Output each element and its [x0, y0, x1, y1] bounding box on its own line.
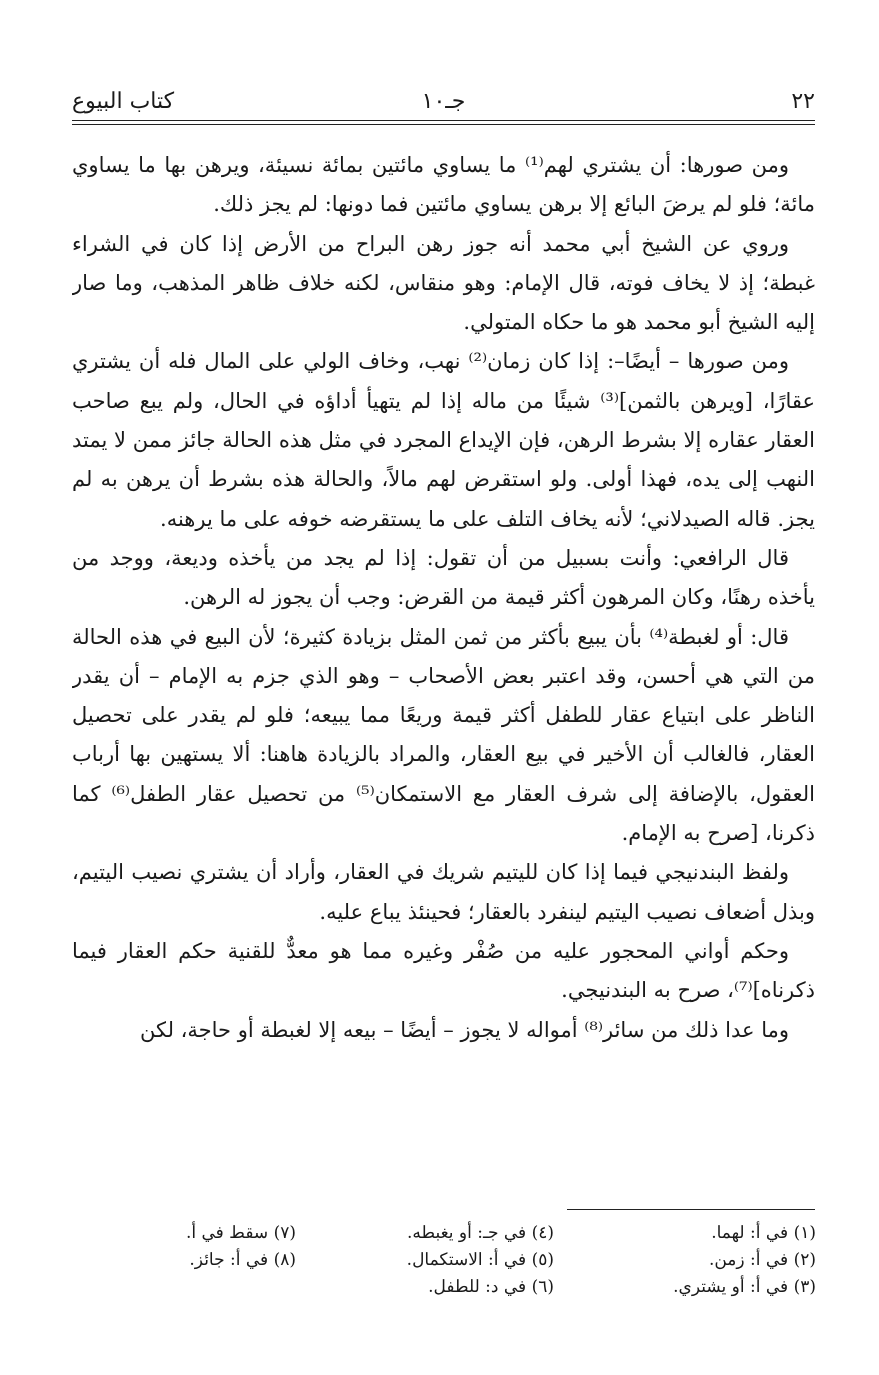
footnote [324, 1220, 554, 1247]
footnote-text: في أ: زمن. [708, 1250, 789, 1270]
header-rule [72, 120, 815, 121]
footnote [586, 1220, 816, 1247]
footnote-text: في أ: جائز. [189, 1250, 269, 1270]
footnote-number: (١) [793, 1223, 816, 1243]
footnote-text: في د: للطفل. [428, 1277, 527, 1297]
paragraph: وروي عن الشيخ أبي محمد أنه جوز رهن البراح من الأرض إذا كان في الشراء غبطة؛ إذ لا يخاف فوته، قال الإمام: وهو منقاس، لكنه خلاف ظاهر المذهب، وما صار إليه الشيخ أبو محمد هو ما حكاه المتولي. [72, 231, 815, 335]
paragraph: قال الرافعي: وأنت بسبيل من أن تقول: إذا لم يجد من يأخذه وديعة، ووجد من يأخذه رهنًا، وكان المرهون أكثر قيمة من القرض: وجب أن يجوز له الرهن. [72, 545, 815, 610]
footnote-text: في أ: الاستكمال. [406, 1250, 527, 1270]
paragraph: وحكم أواني المحجور عليه من صُفْر وغيره مما هو معدٌّ للقنية حكم العقار فيما ذكرناه]⁽⁷⁾، صرح به البندنيجي. [72, 938, 815, 1003]
footnote-number: (٧) [273, 1223, 296, 1243]
footnote [324, 1247, 554, 1274]
paragraph: ولفظ البندنيجي فيما إذا كان لليتيم شريك في العقار، وأراد أن يشتري نصيب اليتيم، وبذل أضعاف نصيب اليتيم لينفرد بالعقار؛ فحينئذ يباع عليه. [72, 860, 815, 924]
paragraph: وما عدا ذلك من سائر⁽⁸⁾ أمواله لا يجوز – أيضًا – بيعه إلا لغبطة أو حاجة، لكن [139, 1017, 789, 1042]
paragraph: ومن صورها – أيضًا–: إذا كان زمان⁽²⁾ نهب، وخاف الولي على المال فله أن يشتري عقارًا، [ويرهن بالثمن]⁽³⁾ شيئًا من ماله إذا لم يتهيأ أداؤه في الحال، ولم يبع صاحب العقار عقاره إلا بشرط الرهن، فإن الإيداع المجرد في مثل هذه الحالة جائز ممن لا يمتد النهب إلى يده، فهذا أولى. ولو استقرض لهم مالاً، والحالة هذه بشرط أن يرهن به لم يجز. قاله الصيدلاني؛ لأنه يخاف التلف على ما يستقرضه خوفه على ما يرهنه. [72, 349, 815, 531]
running-header [72, 82, 815, 122]
footnote-text: في أ: لهما. [711, 1223, 789, 1243]
paragraph: ومن صورها: أن يشتري لهم⁽¹⁾ ما يساوي مائتين بمائة نسيئة، ويرهن بها ما يساوي مائة؛ فلو لم يرضَ البائع إلا برهن يساوي مائتين فما دونها: لم يجز ذلك. [72, 153, 815, 217]
paragraph: قال: أو لغبطة⁽⁴⁾ بأن يبيع بأكثر من ثمن المثل بزيادة كثيرة؛ لأن البيع في هذه الحالة من التي هي أحسن، وقد اعتبر بعض الأصحاب – وهو الذي جزم به الإمام – أن يقدر الناظر على ابتياع عقار للطفل أكثر قيمة وريعًا مما يبيعه؛ فلو لم يقدر على تحصيل العقار، فالغالب أن الأخير في بيع العقار، والمراد بالزيادة هاهنا: ألا يستهين بها أرباب العقول، بالإضافة إلى شرف العقار مع الاستمكان⁽⁵⁾ من تحصيل عقار الطفل⁽⁶⁾ كما ذكرنا، [صرح به الإمام. [72, 624, 815, 846]
footnote-number: (٦) [531, 1277, 554, 1297]
footnote-column [324, 1220, 554, 1301]
footnote-number: (٨) [273, 1250, 296, 1270]
book-title: كتاب البيوع [72, 89, 175, 114]
footnote [100, 1247, 296, 1274]
footnote-number: (٥) [531, 1250, 554, 1270]
footnote-column [100, 1220, 296, 1274]
volume-label: جـ١٠ [421, 89, 466, 114]
footnote-text: سقط في أ. [185, 1223, 269, 1243]
header-rule-secondary [72, 124, 815, 125]
footnote-column [586, 1220, 816, 1301]
footnote-separator [567, 1209, 815, 1210]
footnote-text: في جـ: أو يغبطه. [406, 1223, 527, 1243]
page-number: ٢٢ [791, 89, 815, 114]
footnote [586, 1274, 816, 1301]
footnote-number: (٣) [793, 1277, 816, 1297]
footnote-number: (٢) [793, 1250, 816, 1270]
footnote-text: في أ: أو يشتري. [673, 1277, 789, 1297]
footnote [100, 1220, 296, 1247]
footnote-number: (٤) [531, 1223, 554, 1243]
footnotes [100, 1220, 816, 1310]
footnote [324, 1274, 554, 1301]
footnote [586, 1247, 816, 1274]
main-text [72, 146, 815, 1181]
